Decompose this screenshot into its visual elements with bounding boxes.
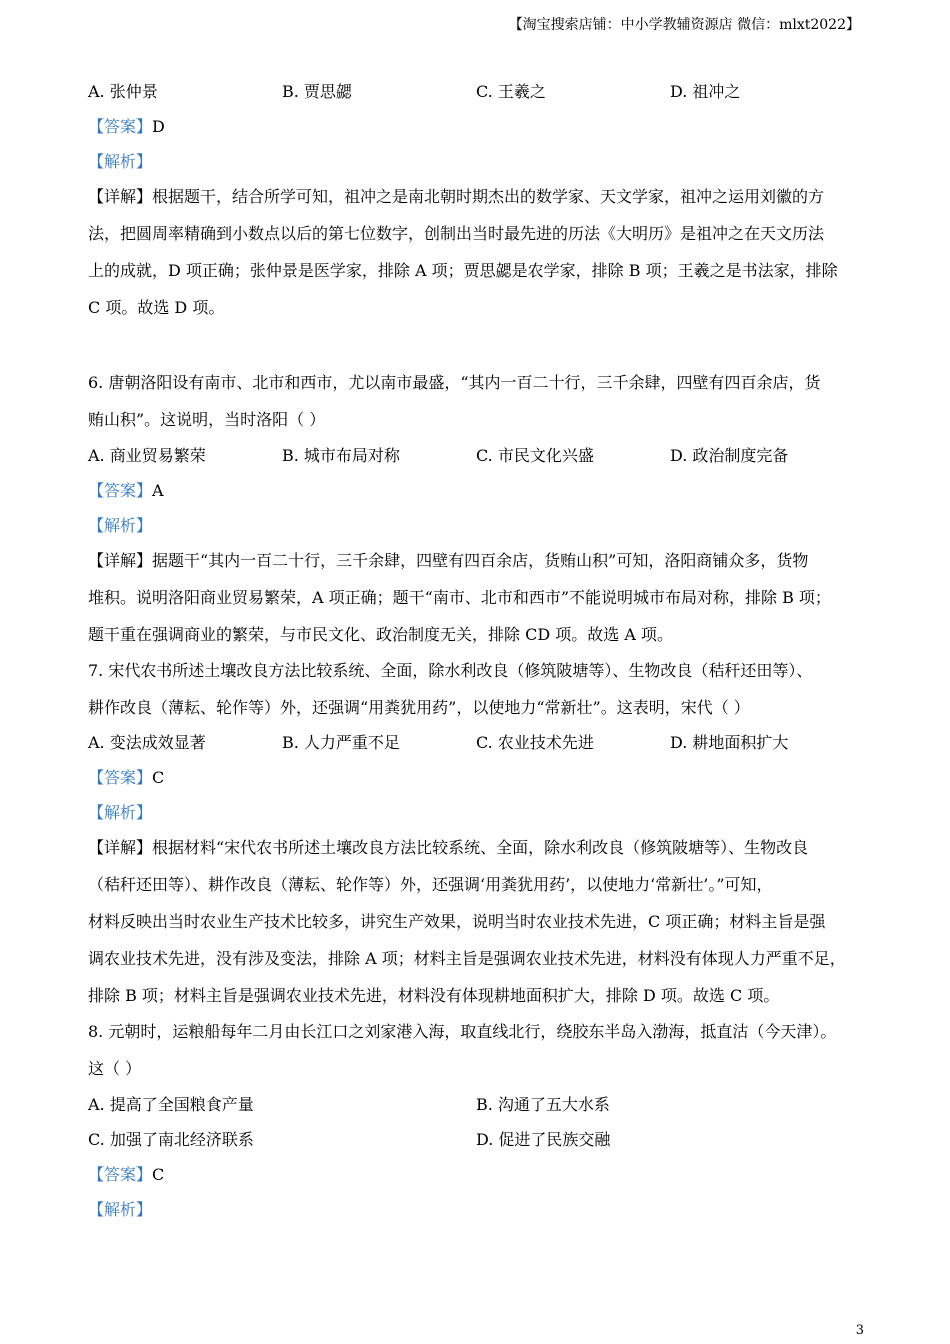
- answer-tag: 【答案】: [88, 117, 153, 136]
- answer-value: D: [152, 117, 165, 136]
- q7-option-c: C. 农业技术先进: [476, 733, 594, 752]
- page-header: 【淘宝搜索店铺：中小学教辅资源店 微信：mlxt2022】: [508, 17, 860, 33]
- q7-detail-line: 调农业技术先进，没有涉及变法，排除 A 项；材料主旨是强调农业技术先进，材料没有体现人力严重不足，: [88, 949, 846, 968]
- q6-option-d: D. 政治制度完备: [670, 446, 789, 465]
- q6-stem-line: 贿山积”。这说明，当时洛阳（ ）: [88, 410, 326, 429]
- q7-option-d: D. 耕地面积扩大: [670, 733, 789, 752]
- q8-stem-line: 这（ ）: [88, 1059, 142, 1078]
- answer-tag: 【答案】: [88, 481, 153, 500]
- q6-detail-line: 【详解】据题干“其内一百二十行，三千余肆，四壁有四百余店，货贿山积”可知，洛阳商铺众多，货物: [88, 551, 809, 570]
- answer-value: A: [152, 481, 164, 500]
- q8-stem-line: 8. 元朝时，运粮船每年二月由长江口之刘家港入海，取直线北行，绕胶东半岛入渤海，抵直沽（今天津）。: [88, 1022, 837, 1041]
- q5-analysis-tag: 【解析】: [88, 152, 153, 171]
- q6-analysis-tag: 【解析】: [88, 516, 153, 535]
- q5-option-c: C. 王羲之: [476, 82, 546, 101]
- q5-detail-line: 【详解】根据题干，结合所学可知，祖冲之是南北朝时期杰出的数学家、天文学家，祖冲之运用刘徽的方: [88, 187, 825, 206]
- q7-answer: [88, 768, 164, 788]
- q6-detail-line: 题干重在强调商业的繁荣，与市民文化、政治制度无关，排除 CD 项。故选 A 项。: [88, 625, 673, 644]
- q7-stem-line: 7. 宋代农书所述土壤改良方法比较系统、全面，除水利改良（修筑陂塘等）、生物改良（秸秆还田等）、: [88, 661, 813, 680]
- q5-detail-line: 法，把圆周率精确到小数点以后的第七位数字，创制出当时最先进的历法《大明历》是祖冲之在天文历法: [88, 224, 825, 243]
- q5-option-d: D. 祖冲之: [670, 82, 741, 101]
- q5-answer: [88, 117, 165, 137]
- q6-option-a: A. 商业贸易繁荣: [88, 446, 206, 465]
- page-number: 3: [855, 1323, 864, 1338]
- q6-option-b: B. 城市布局对称: [282, 446, 400, 465]
- q7-detail-line: 排除 B 项；材料主旨是强调农业技术先进，材料没有体现耕地面积扩大，排除 D 项。故选 C 项。: [88, 986, 780, 1005]
- answer-tag: 【答案】: [88, 768, 153, 787]
- q5-option-a: A. 张仲景: [88, 82, 158, 101]
- q5-detail-line: C 项。故选 D 项。: [88, 298, 225, 317]
- q6-answer: [88, 481, 164, 501]
- q8-option-d: D. 促进了民族交融: [476, 1130, 611, 1149]
- q7-option-b: B. 人力严重不足: [282, 733, 400, 752]
- q7-detail-line: 材料反映出当时农业生产技术比较多，讲究生产效果，说明当时农业技术先进，C 项正确；材料主旨是强: [88, 912, 826, 931]
- q6-detail-line: 堆积。说明洛阳商业贸易繁荣，A 项正确；题干“南市、北市和西市”不能说明城市布局对称，排除 B 项；: [88, 588, 831, 607]
- q7-detail-line: 【详解】根据材料“宋代农书所述土壤改良方法比较系统、全面，除水利改良（修筑陂塘等）、生物改良: [88, 838, 809, 857]
- q7-detail-line: （秸秆还田等）、耕作改良（薄耘、轮作等）外，还强调‘用粪犹用药’，以使地力‘常新壮’。”可知，: [88, 875, 773, 894]
- q7-option-a: A. 变法成效显著: [88, 733, 206, 752]
- q5-detail-line: 上的成就，D 项正确；张仲景是医学家，排除 A 项；贾思勰是农学家，排除 B 项；王羲之是书法家，排除: [88, 261, 838, 280]
- q8-analysis-tag: 【解析】: [88, 1200, 153, 1219]
- answer-tag: 【答案】: [88, 1165, 153, 1184]
- q6-stem-line: 6. 唐朝洛阳设有南市、北市和西市，尤以南市最盛，“其内一百二十行，三千余肆，四壁有四百余店，货: [88, 373, 821, 392]
- q8-option-c: C. 加强了南北经济联系: [88, 1130, 254, 1149]
- q6-option-c: C. 市民文化兴盛: [476, 446, 594, 465]
- q8-option-b: B. 沟通了五大水系: [476, 1095, 610, 1114]
- q7-analysis-tag: 【解析】: [88, 803, 153, 822]
- answer-value: C: [152, 1165, 165, 1184]
- answer-value: C: [152, 768, 165, 787]
- q7-stem-line: 耕作改良（薄耘、轮作等）外，还强调“用粪犹用药”，以使地力“常新壮”。这表明，宋代（ ）: [88, 698, 750, 717]
- q8-option-a: A. 提高了全国粮食产量: [88, 1095, 254, 1114]
- q8-answer: [88, 1165, 164, 1185]
- q5-option-b: B. 贾思勰: [282, 82, 352, 101]
